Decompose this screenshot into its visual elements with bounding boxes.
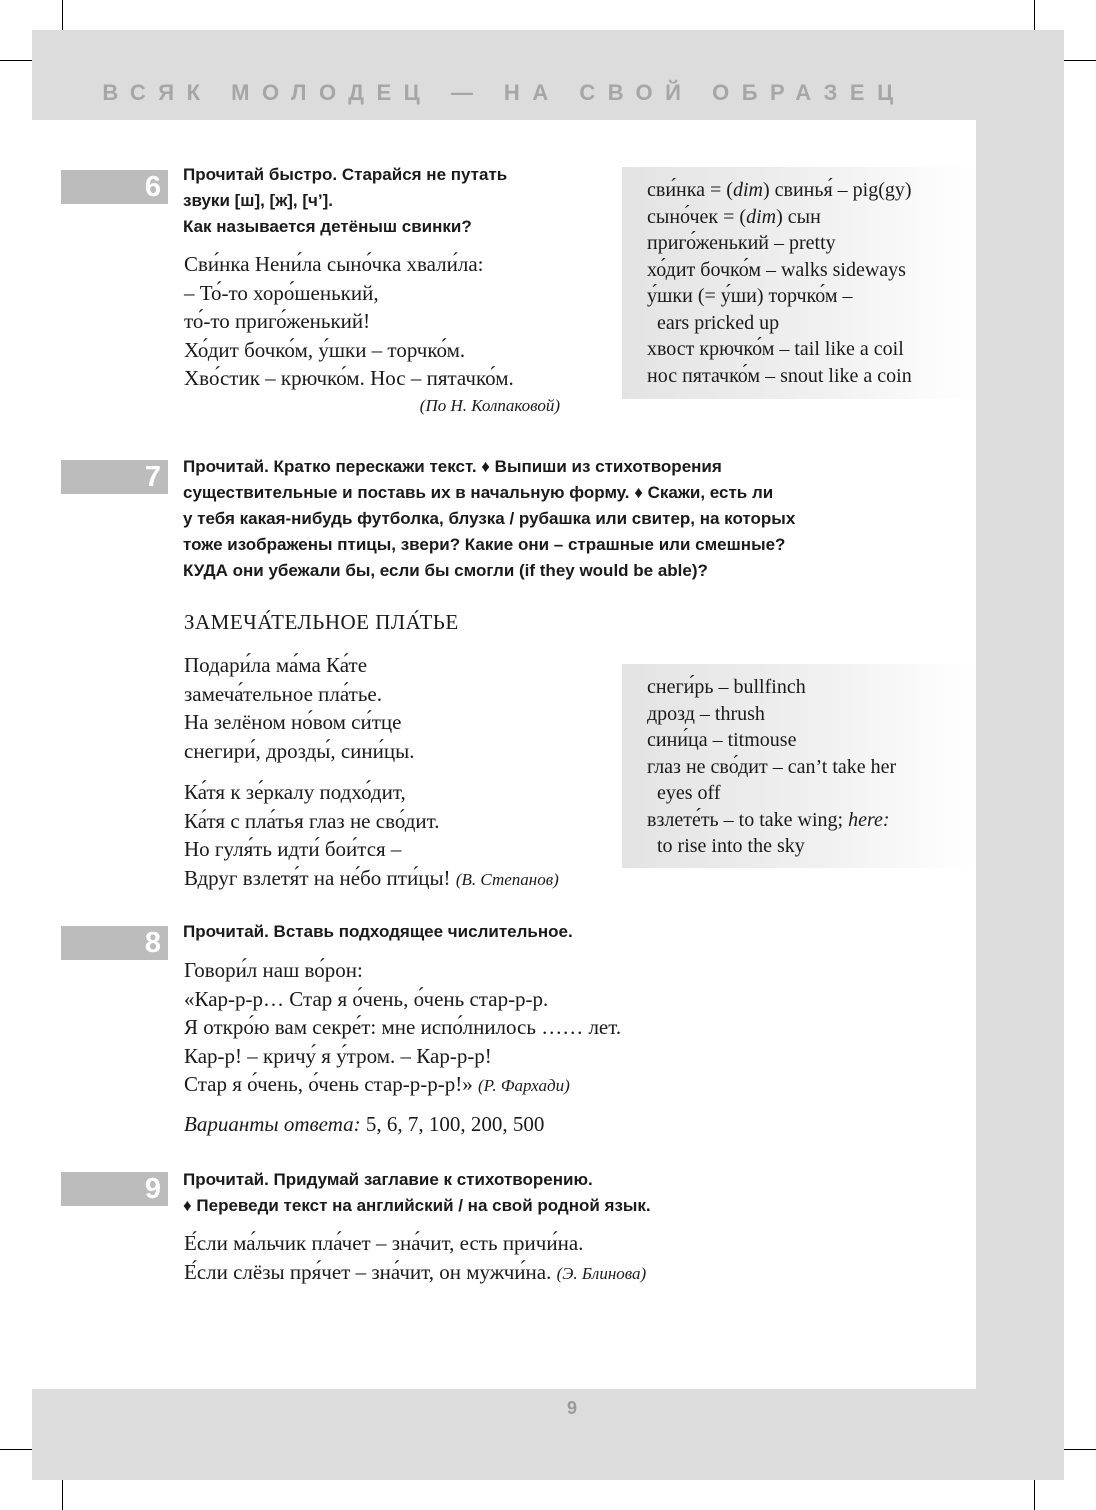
crop-mark bbox=[1034, 1480, 1035, 1510]
header-band bbox=[32, 30, 1064, 120]
glossary-entry: нос пятачко́м – snout like a coin bbox=[647, 364, 912, 387]
glossary-entry: снеги́рь – bullfinch bbox=[647, 676, 806, 698]
exercise-8-verse: Говори́л наш во́рон: «Кар-р-р… Стар я о́чень, о́чень стар-р-р. Я откро́ю вам секре́т: мне испо́лнилось …… лет. Кар-р! – кричу́ я у́тром. – Кар-р-р! Стар я о́чень, о́чень стар-р-р-р!» (Р. Фархади) bbox=[184, 958, 622, 1096]
exercise-9-verse: Е́сли ма́льчик пла́чет – зна́чит, есть причи́на. Е́сли слёзы пря́чет – зна́чит, он мужчи́на. (Э. Блинова) bbox=[184, 1231, 647, 1284]
source-attribution: (Р. Фархади) bbox=[478, 1076, 570, 1095]
exercise-number: 8 bbox=[61, 926, 168, 960]
glossary-entry: приго́женький – pretty bbox=[647, 232, 836, 254]
page-number: 9 bbox=[566, 1398, 577, 1418]
source-attribution: (В. Степанов) bbox=[455, 869, 559, 889]
exercise-number: 7 bbox=[61, 460, 168, 494]
crop-mark bbox=[1064, 60, 1096, 61]
exercise-number: 9 bbox=[61, 1172, 168, 1206]
crop-mark bbox=[1064, 1449, 1096, 1450]
crop-mark bbox=[62, 0, 63, 30]
glossary-entry: у́шки (= у́ши) торчко́м – bbox=[647, 285, 853, 307]
glossary-entry: to rise into the sky bbox=[657, 835, 805, 857]
crop-mark bbox=[0, 60, 32, 61]
exercise-7-stanza-2: Ка́тя к зе́ркалу подхо́дит, Ка́тя с пла́тья глаз не сво́дит. Но гуля́ть идти́ бои́тся – Вдруг взлетя́т на не́бо пти́цы! (В. Степанов) bbox=[184, 780, 559, 890]
glossary-entry: дрозд – thrush bbox=[647, 702, 765, 725]
answer-options: Варианты ответа: 5, 6, 7, 100, 200, 500 bbox=[184, 1112, 545, 1136]
crop-mark bbox=[0, 1449, 32, 1450]
exercise-9-task: Прочитай. Придумай заглавие к стихотворению. ♦ Переведи текст на английский / на свой родной язык. bbox=[183, 1170, 651, 1215]
glossary-entry: ears pricked up bbox=[657, 311, 780, 334]
glossary-entry: хо́дит бочко́м – walks sideways bbox=[647, 258, 906, 281]
glossary-entry: сыно́чек = (dim) сын bbox=[647, 205, 821, 228]
running-header: ВСЯК МОЛОДЕЦ — НА СВОЙ ОБРАЗЕЦ bbox=[102, 80, 906, 105]
exercise-7-task: Прочитай. Кратко перескажи текст. ♦ Выпиши из стихотворения существительные и поставь их в начальную форму. ♦ Скажи, есть ли у тебя какая-нибудь футболка, блузка / рубашка или свитер, на которых тоже изображены птицы, звери? Какие они – страшные или смешные? КУДА они убежали бы, если бы смогли (if they would be able)? bbox=[183, 457, 796, 580]
exercise-6-verse: Сви́нка Нени́ла сыно́чка хвали́ла: – То́-то хоро́шенький, то́-то приго́женький! Хо́дит бочко́м, у́шки – торчко́м. Хво́стик – крючко́м. Нос – пятачко́м. bbox=[184, 252, 514, 390]
glossary-entry: eyes off bbox=[657, 782, 721, 804]
glossary-entry: глаз не сво́дит – can’t take her bbox=[647, 755, 897, 778]
crop-mark bbox=[62, 1480, 63, 1510]
exercise-7-stanza-1: Подари́ла ма́ма Ка́те замеча́тельное пла́тье. На зелёном но́вом си́тце снегири́, дрозды́, сини́цы. bbox=[184, 653, 415, 763]
poem-title: ЗАМЕЧА́ТЕЛЬНОЕ ПЛА́ТЬЕ bbox=[184, 610, 459, 634]
exercise-6-glossary bbox=[622, 167, 976, 399]
exercise-8-task: Прочитай. Вставь подходящее числительное. bbox=[183, 922, 573, 941]
source-attribution: (По Н. Колпаковой) bbox=[419, 396, 560, 415]
glossary-entry: хвост крючко́м – tail like a coil bbox=[647, 338, 904, 360]
exercise-number: 6 bbox=[61, 170, 168, 204]
glossary-entry: сини́ца – titmouse bbox=[647, 729, 797, 751]
exercise-6-task: Прочитай быстро. Старайся не путать звуки [ш], [ж], [ч’]. Как называется детёныш свинки? bbox=[183, 165, 508, 236]
exercise-7-glossary bbox=[622, 664, 976, 868]
glossary-entry: сви́нка = (dim) свинья́ – pig(gy) bbox=[647, 179, 912, 201]
crop-mark bbox=[1034, 0, 1035, 30]
source-attribution: (Э. Блинова) bbox=[556, 1263, 647, 1283]
right-margin-band bbox=[976, 30, 1064, 1480]
glossary-entry: взлете́ть – to take wing; here: bbox=[647, 808, 890, 831]
